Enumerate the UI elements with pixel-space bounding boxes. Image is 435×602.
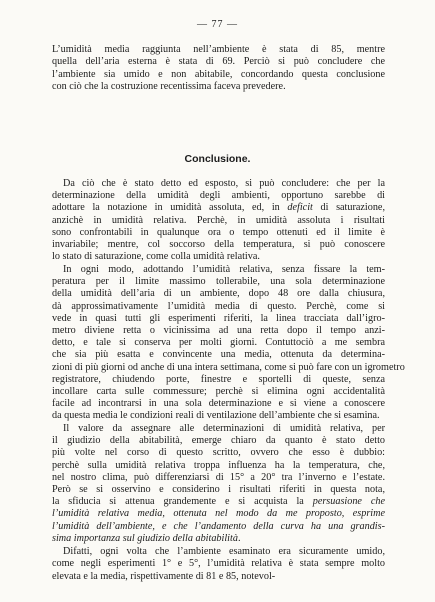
text-line xyxy=(52,521,385,533)
text-line: perchè sulla umidità relativa troppa influenza ha la temperatura, che, xyxy=(52,459,385,471)
text-line: L’umidità media raggiunta nell’ambiente è stata di 85, mentre xyxy=(52,44,385,55)
text-line: anzichè in umidità relativa. Perchè, in umidità assoluta i risultati xyxy=(52,214,385,226)
text-line: da questa media le condizioni reali di ventilazione dell’ambiente che si esamina. xyxy=(52,410,380,422)
text-line xyxy=(52,202,385,214)
text-line: peratura per il limite massimo tollerabile, una sola determinazione xyxy=(52,276,385,288)
text-line: nel nostro clima, può differenziarsi di 15° a 20° tra l’inverno e l’estate. xyxy=(52,471,385,483)
italic-text: l’umidità dell’ambiente, e che l’andamento della curva ha una grandis- xyxy=(52,520,385,532)
text-line: metro diviene retta o vicinissima ad una retta dopo il tempo anzi- xyxy=(52,325,385,336)
text-line: Da ciò che è stato detto ed esposto, si può concludere: che per la xyxy=(63,178,385,189)
text-line: che sia più esatta e convincente una media, ottenuta da determina- xyxy=(52,349,385,361)
text-line xyxy=(52,508,385,520)
italic-text: persuasione che xyxy=(312,496,386,508)
text-run: adottare la notazione in umidità assoluta, ed, in xyxy=(52,202,288,214)
text-run: di saturazione, xyxy=(312,202,385,214)
text-line: determinazione della umidità degli ambienti, opportuno sarebbe di xyxy=(52,190,385,202)
text-line: registratore, chiudendo porte, finestre e sportelli di queste, senza xyxy=(52,373,385,385)
text-line: Però se si osservino e considerino i risultati riferiti in questa nota, xyxy=(52,484,385,495)
text-line: elevata e la media, rispettivamente di 81 e 85, notevol- xyxy=(52,570,276,582)
text-line: invariabile; mentre, col soccorso della temperatura, si può conoscere xyxy=(52,239,385,250)
text-line: più volte nel corso di questo scritto, ovvero che esso è dubbio: xyxy=(52,447,385,459)
text-line: zioni di più giorni od anche di una intera settimana, come si può fare con un igrometro xyxy=(52,361,405,373)
text-line: Difatti, ogni volta che l’ambiente esaminato era sicuramente umido, xyxy=(63,546,385,557)
text-line: vede in quasi tutti gli esperimenti riferiti, la linea tracciata dall’igro- xyxy=(52,312,385,324)
text-line: con ciò che la costruzione recentissima faceva prevedere. xyxy=(52,80,286,92)
italic-text: l’umidità relativa media, ottenuta nel modo da me proposto, esprime xyxy=(52,508,385,520)
text-line: quella dell’aria esterna è stata di 69. Perciò si può concludere che xyxy=(52,56,385,68)
section-heading: Conclusione. xyxy=(184,153,251,165)
italic-text: sima importanza sul giudizio della abitabilità xyxy=(52,532,238,544)
text-line: facile ad incontrarsi in una sola determinazione e si viene a conoscere xyxy=(52,398,385,410)
text-line: l’ambiente sia umido e non abitabile, concordando questa conclusione xyxy=(52,68,385,80)
text-line: il giudizio della abitabilità, emerge chiaro da quanto è stato detto xyxy=(52,435,385,447)
text-line: detto, e tale si conserva per molti giorni. Contuttociò a me sembra xyxy=(52,337,385,349)
text-line: incollare carta sulle commessure; perchè si elimina ogni accidentalità xyxy=(52,386,385,397)
italic-text: deficit xyxy=(287,202,313,214)
text-line: Il valore da assegnare alle determinazioni di umidità relativa, per xyxy=(63,423,385,434)
text-line xyxy=(52,533,385,545)
text-line: dà approssimativamente l’umidità media di questo. Perchè, come si xyxy=(52,300,385,312)
text-run: . xyxy=(237,532,241,544)
text-run: la sfiducia si attenua grandemente e si acquista la xyxy=(52,496,313,508)
page-number: — 77 — xyxy=(197,19,238,30)
text-line xyxy=(52,496,385,508)
text-line: come negli esperimenti 1° e 5°, l’umidità relativa è stata sempre molto xyxy=(52,558,385,570)
text-line: sono confrontabili in qualunque ora o tempo ottenuti ed il limite è xyxy=(52,226,385,238)
text-line: In ogni modo, adottando l’umidità relativa, senza fissare la tem- xyxy=(63,264,385,275)
text-line: lo stato di saturazione, come colla umidità relativa. xyxy=(52,251,260,263)
text-line: della umidità dell’aria di un ambiente, dopo 48 ore dalla chiusura, xyxy=(52,288,385,300)
